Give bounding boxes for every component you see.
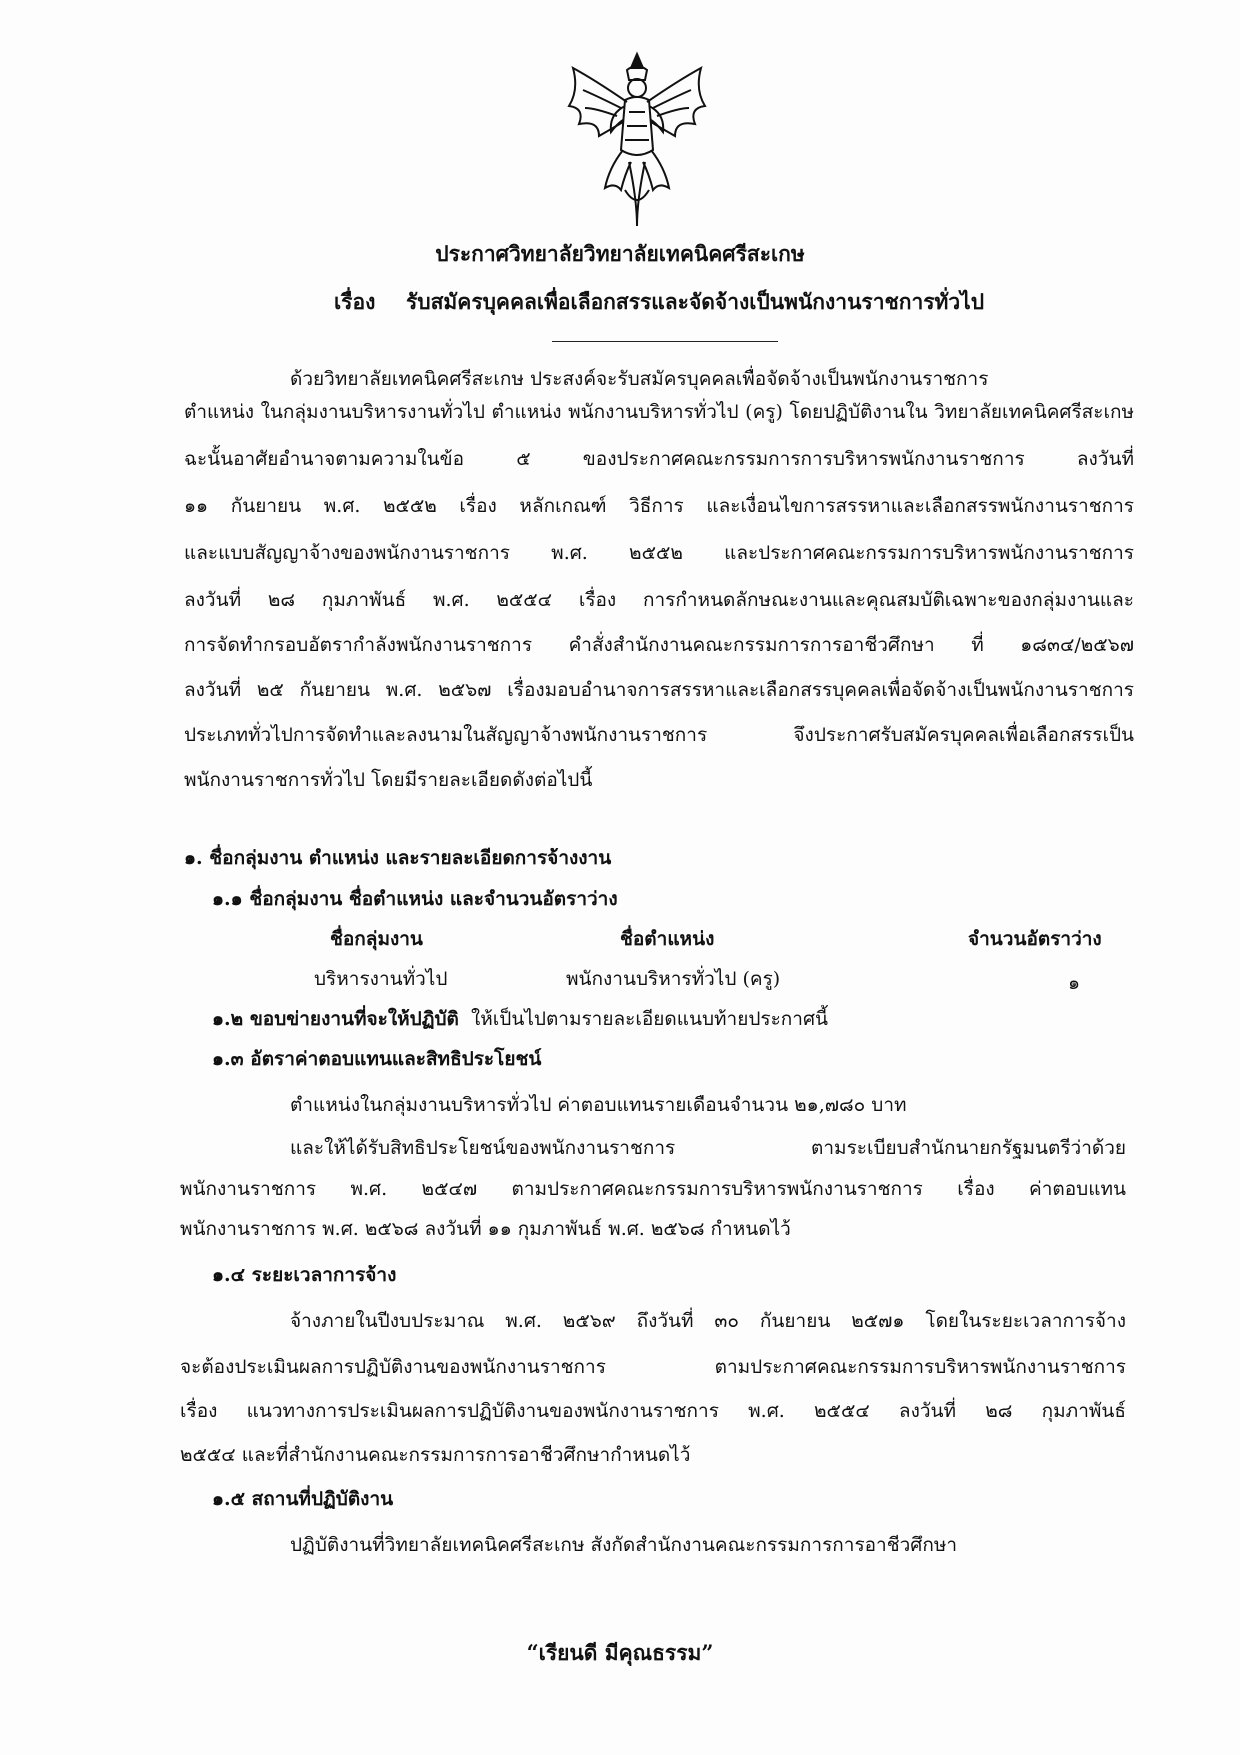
intro-line: ด้วยวิทยาลัยเทคนิคศรีสะเกษ ประสงค์จะรับสมัครบุคคลเพื่อจัดจ้างเป็นพนักงานราชการ (290, 368, 989, 390)
intro-line: ลงวันที่ ๒๕ กันยายน พ.ศ. ๒๕๖๗ เรื่องมอบอำนาจการสรรหาและเลือกสรรบุคคลเพื่อจัดจ้างเป็นพนักงานราชการ (184, 679, 1134, 701)
section-1-3-line: พนักงานราชการ พ.ศ. ๒๕๖๘ ลงวันที่ ๑๑ กุมภาพันธ์ พ.ศ. ๒๕๖๘ กำหนดไว้ (180, 1218, 791, 1240)
table-cell-group: บริหารงานทั่วไป (314, 968, 448, 990)
table-cell-vacancies: ๑ (1068, 972, 1081, 994)
subject-text: รับสมัครบุคคลเพื่อเลือกสรรและจัดจ้างเป็นพนักงานราชการทั่วไป (406, 289, 985, 314)
intro-line: ประเภททั่วไปการจัดทำและลงนามในสัญญาจ้างพนักงานราชการ จึงประกาศรับสมัครบุคคลเพื่อเลือกสรรเป็น (184, 724, 1134, 746)
intro-line: ๑๑ กันยายน พ.ศ. ๒๕๕๒ เรื่อง หลักเกณฑ์ วิธีการ และเงื่อนไขการสรรหาและเลือกสรรพนักงานราชการ (184, 495, 1134, 517)
section-1-3-line: พนักงานราชการ พ.ศ. ๒๕๔๗ ตามประกาศคณะกรรมการบริหารพนักงานราชการ เรื่อง ค่าตอบแทน (180, 1178, 1126, 1200)
table-header-position: ชื่อตำแหน่ง (620, 928, 715, 950)
section-1-heading: ๑. ชื่อกลุ่มงาน ตำแหน่ง และรายละเอียดการจ้างงาน (184, 847, 612, 869)
section-1-3-line: และให้ได้รับสิทธิประโยชน์ของพนักงานราชการ ตามระเบียบสำนักนายกรัฐมนตรีว่าด้วย (290, 1137, 1126, 1159)
section-1-5-text: ปฏิบัติงานที่วิทยาลัยเทคนิคศรีสะเกษ สังกัดสำนักงานคณะกรรมการการอาชีวศึกษา (290, 1534, 958, 1556)
section-1-2-heading: ๑.๒ ขอบข่ายงานที่จะให้ปฏิบัติ (212, 1008, 459, 1030)
garuda-emblem-icon (565, 50, 710, 230)
intro-line: ฉะนั้นอาศัยอำนาจตามความในข้อ ๕ ของประกาศคณะกรรมการการบริหารพนักงานราชการ ลงวันที่ (184, 448, 1134, 470)
section-1-4-line: ๒๕๕๔ และที่สำนักงานคณะกรรมการการอาชีวศึกษากำหนดไว้ (180, 1444, 691, 1466)
section-1-4-line: จะต้องประเมินผลการปฏิบัติงานของพนักงานราชการ ตามประกาศคณะกรรมการบริหารพนักงานราชการ (180, 1356, 1126, 1378)
section-1-4-line: เรื่อง แนวทางการประเมินผลการปฏิบัติงานของพนักงานราชการ พ.ศ. ๒๕๕๔ ลงวันที่ ๒๘ กุมภาพันธ์ (180, 1400, 1126, 1422)
section-1-3-line: ตำแหน่งในกลุ่มงานบริหารทั่วไป ค่าตอบแทนรายเดือนจำนวน ๒๑,๗๘๐ บาท (290, 1094, 907, 1116)
section-1-4-heading: ๑.๔ ระยะเวลาการจ้าง (212, 1264, 397, 1286)
intro-line: ตำแหน่ง ในกลุ่มงานบริหารงานทั่วไป ตำแหน่ง พนักงานบริหารทั่วไป (ครู) โดยปฏิบัติงานใน วิทยาลัยเทคนิคศรีสะเกษ (184, 401, 1134, 423)
intro-line: ลงวันที่ ๒๘ กุมภาพันธ์ พ.ศ. ๒๕๕๔ เรื่อง การกำหนดลักษณะงานและคุณสมบัติเฉพาะของกลุ่มงานและ (184, 589, 1134, 611)
table-header-group: ชื่อกลุ่มงาน (330, 928, 423, 950)
announcement-title: ประกาศวิทยาลัยวิทยาลัยเทคนิคศรีสะเกษ (435, 241, 805, 266)
section-1-4-line: จ้างภายในปีงบประมาณ พ.ศ. ๒๕๖๙ ถึงวันที่ ๓๐ กันยายน ๒๕๗๑ โดยในระยะเวลาการจ้าง (290, 1310, 1126, 1332)
section-1-3-heading: ๑.๓ อัตราค่าตอบแทนและสิทธิประโยชน์ (212, 1048, 542, 1070)
table-cell-position: พนักงานบริหารทั่วไป (ครู) (566, 968, 781, 990)
intro-line: พนักงานราชการทั่วไป โดยมีรายละเอียดดังต่อไปนี้ (184, 769, 593, 791)
footer-motto: “เรียนดี มีคุณธรรม” (526, 1640, 714, 1665)
section-1-2-text: ให้เป็นไปตามรายละเอียดแนบท้ายประกาศนี้ (470, 1008, 829, 1030)
intro-line: การจัดทำกรอบอัตรากำลังพนักงานราชการ คำสั่งสำนักงานคณะกรรมการการอาชีวศึกษา ที่ ๑๘๓๔/๒๕๖๗ (184, 634, 1134, 656)
section-1-2 (212, 1004, 828, 1034)
section-1-1-heading: ๑.๑ ชื่อกลุ่มงาน ชื่อตำแหน่ง และจำนวนอัตราว่าง (212, 888, 618, 910)
subject-label: เรื่อง (334, 289, 376, 314)
title-divider (552, 341, 778, 342)
announcement-subject (334, 286, 984, 319)
section-1-5-heading: ๑.๕ สถานที่ปฏิบัติงาน (212, 1488, 394, 1510)
intro-line: และแบบสัญญาจ้างของพนักงานราชการ พ.ศ. ๒๕๕๒ และประกาศคณะกรรมการบริหารพนักงานราชการ (184, 542, 1134, 564)
table-header-vacancies: จำนวนอัตราว่าง (968, 928, 1102, 950)
